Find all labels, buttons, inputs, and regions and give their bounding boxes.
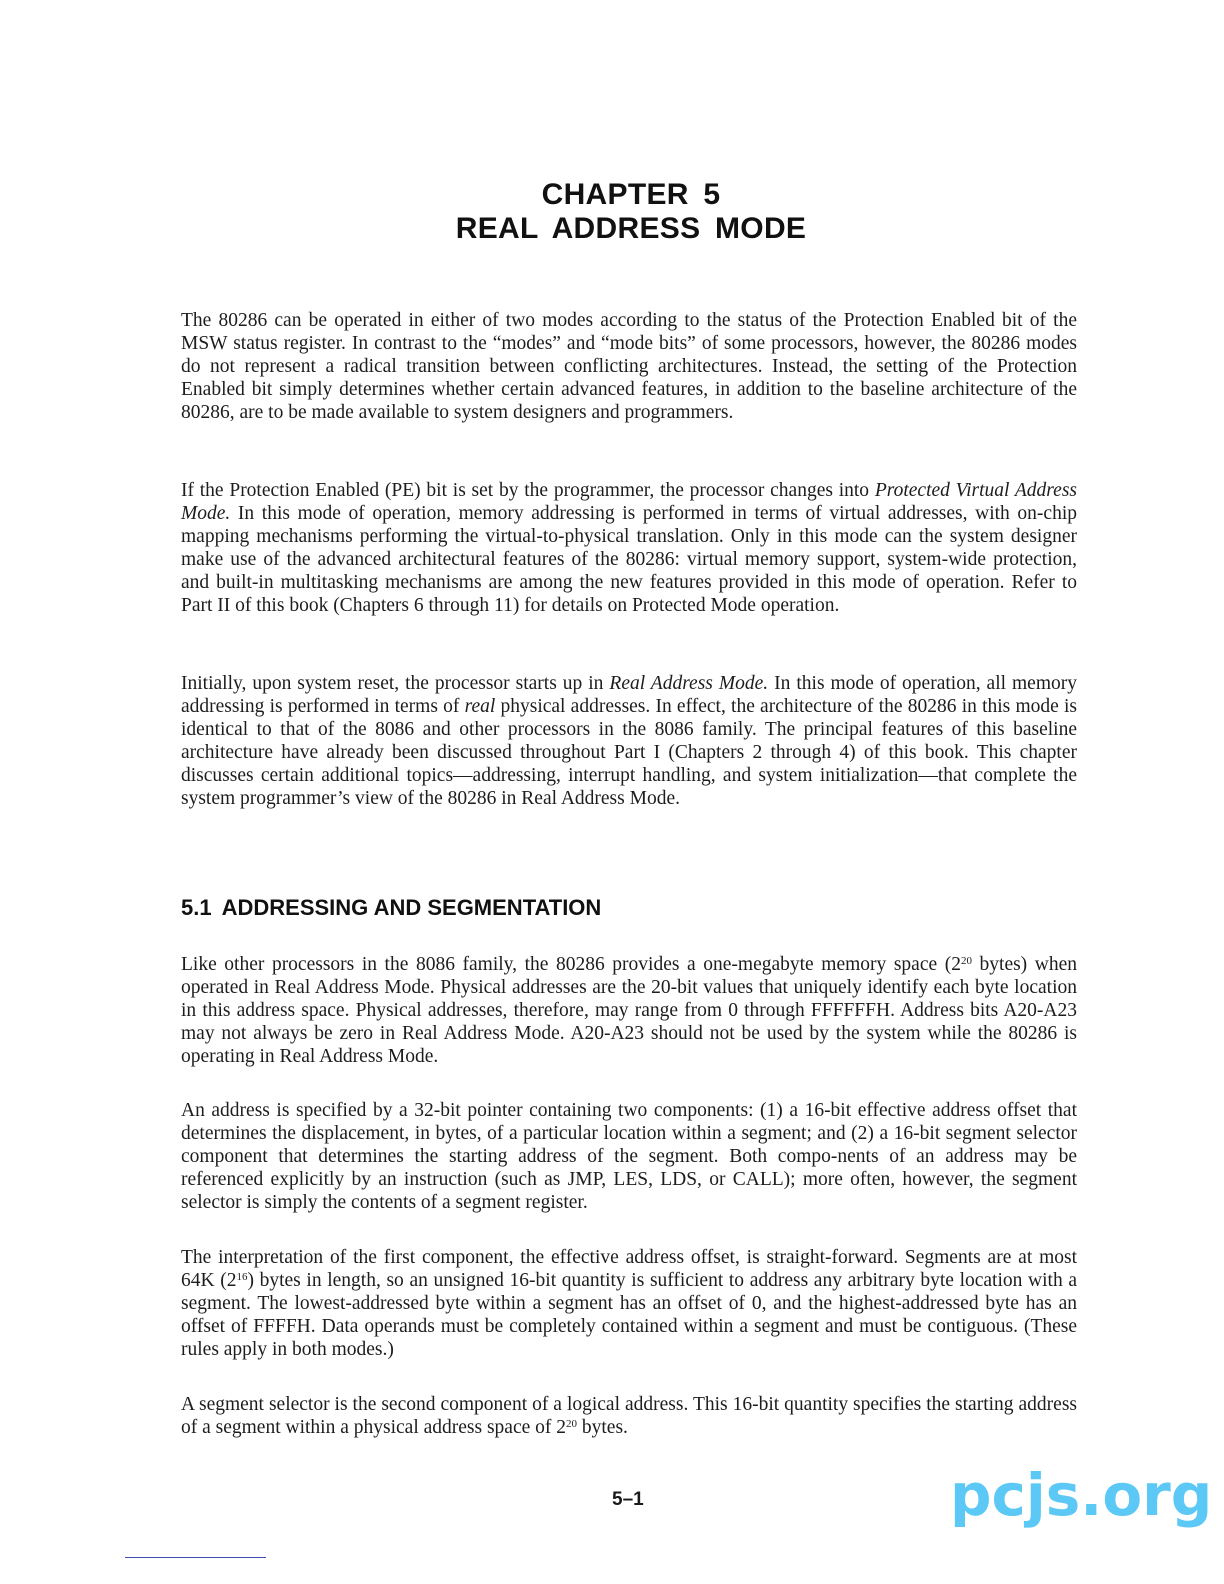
exponent: 20 — [566, 1418, 578, 1430]
page-number: 5–1 — [612, 1489, 644, 1510]
text-run: bytes) when operated in Real Address Mode. Physical addresses are the 20-bit values that uniquely identify each byte location in this address space. Physical addresses, therefore, may range from 0 through FFFFFFH. Address bits A20-A23 may not always be zero in Real Address Mode. A20-A23 should not be used by the system while the 80286 is operating in Real Address Mode. — [181, 954, 1077, 1067]
section-number: 5.1 — [181, 895, 212, 920]
section-paragraph-2: An address is specified by a 32-bit pointer containing two components: (1) a 16-bit effective address offset that determines the displacement, in bytes, of a particular location within a segment; and (2) a 16-bit segment selector component that determines the starting address of the segment. Both compo-nents of an address may be referenced explicitly by an instruction (such as JMP, LES, LDS, or CALL); more often, however, the segment selector is simply the contents of a segment register. — [181, 1100, 1077, 1213]
text-run: bytes. — [577, 1417, 628, 1438]
text-run: ) bytes in length, so an unsigned 16-bit quantity is sufficient to address any arbitrary byte location with a segment. The lowest-addressed byte within a segment has an offset of 0, and the highest-addressed byte has an offset of FFFFH. Data operands must be completely contained within a segment and must be contiguous. (These rules apply in both modes.) — [181, 1270, 1077, 1360]
text-run: A segment selector is the second component of a logical address. This 16-bit quantity specifies the starting address of a segment within a physical address space of 2 — [181, 1394, 1077, 1438]
section-paragraph-1 — [181, 953, 1077, 1068]
section-paragraph-3 — [181, 1246, 1077, 1361]
section-title: ADDRESSING AND SEGMENTATION — [221, 895, 602, 920]
text-run: Initially, upon system reset, the processor starts up in — [181, 673, 610, 694]
text-run: In this mode of operation, memory addressing is performed in terms of virtual addresses, with on-chip mapping mechanisms performing the virtual-to-physical translation. Only in this mode can the system designer make use of the advanced architectural features of the 80286: virtual memory support, system-wide protection, and built-in multitasking mechanisms are among the new features provided in this mode of operation. Refer to Part II of this book (Chapters 6 through 11) for details on Protected Mode operation. — [181, 503, 1077, 616]
text-run: If the Protection Enabled (PE) bit is set by the programmer, the processor changes into — [181, 480, 875, 501]
intro-paragraph-1: The 80286 can be operated in either of two modes according to the status of the Protection Enabled bit of the MSW status register. In contrast to the “modes” and “mode bits” of some processors, however, the 80286 modes do not represent a radical transition between conflicting architectures. Instead, the setting of the Protection Enabled bit simply determines whether certain advanced features, in addition to the baseline architecture of the 80286, are to be made available to system designers and programmers. — [181, 310, 1077, 423]
intro-paragraph-2 — [181, 479, 1077, 617]
chapter-heading — [0, 178, 1224, 246]
exponent: 16 — [236, 1271, 248, 1283]
text-run: physical addresses. In effect, the architecture of the 80286 in this mode is identical to that of the 8086 and other processors in the 8086 family. The principal features of this baseline architecture have already been discussed throughout Part I (Chapters 2 through 4) of this book. This chapter discusses certain additional topics—addressing, interrupt handling, and system initialization—that complete the system programmer’s view of the 80286 in Real Address Mode. — [181, 696, 1077, 809]
text-run: Like other processors in the 8086 family, the 80286 provides a one-megabyte memory space (2 — [181, 954, 961, 975]
protected-mode-term: Protected Virtual Address Mode. — [181, 480, 1078, 524]
chapter-number: CHAPTER 5 — [541, 178, 721, 211]
section-paragraph-4 — [181, 1393, 1077, 1439]
exponent: 20 — [960, 955, 972, 967]
chapter-title: REAL ADDRESS MODE — [455, 212, 807, 245]
pcjs-watermark: pcjs.org — [950, 1461, 1213, 1529]
intro-paragraph-3 — [181, 672, 1077, 810]
section-heading — [181, 894, 601, 922]
real-mode-term: Real Address Mode. — [609, 673, 769, 694]
real-term: real — [464, 696, 496, 717]
footer-rule — [125, 1557, 266, 1558]
text-run: The interpretation of the first component, the effective address offset, is straight-forward. Segments are at most 64K (2 — [181, 1247, 1077, 1291]
text-run: In this mode of operation, all memory addressing is performed in terms of — [181, 673, 1078, 717]
